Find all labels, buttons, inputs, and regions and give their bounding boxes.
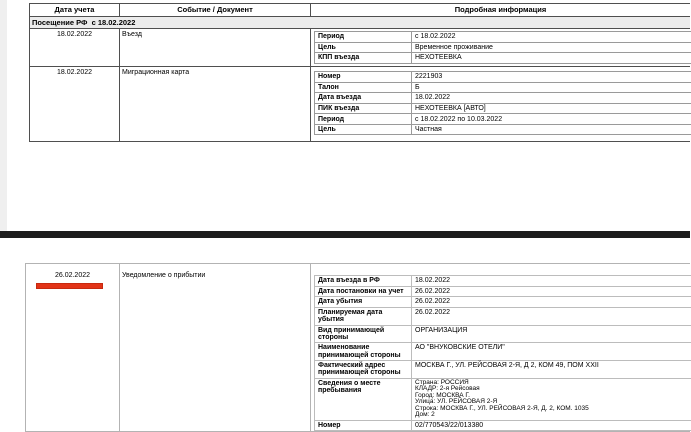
detail-value-line: Б <box>415 83 420 91</box>
detail-row <box>315 103 691 114</box>
detail-value <box>412 42 691 53</box>
record-event: Миграционная карта <box>120 67 311 142</box>
detail-value-line: Страна: РОССИЯ <box>415 379 469 387</box>
record-date: 18.02.2022 <box>30 29 120 67</box>
detail-label: Вид принимающей стороны <box>315 325 412 343</box>
detail-row <box>315 32 691 43</box>
detail-row <box>315 286 691 297</box>
table-row <box>30 29 691 67</box>
red-highlight-mark <box>36 283 103 289</box>
detail-row <box>315 72 691 83</box>
detail-label: Номер <box>315 420 412 431</box>
detail-value <box>412 420 691 431</box>
detail-value-line: с 18.02.2022 по 10.03.2022 <box>415 115 503 123</box>
details-grid <box>314 71 691 135</box>
detail-value-line: 02/770543/22/013380 <box>415 421 484 429</box>
detail-value-line: Дом: 2 <box>415 411 435 419</box>
visit-group-label: Посещение РФ с 18.02.2022 <box>30 17 691 29</box>
record-date: 26.02.2022 <box>54 272 91 279</box>
detail-label: Цель <box>315 124 412 135</box>
detail-label: ПИК въезда <box>315 103 412 114</box>
detail-value <box>412 276 691 287</box>
detail-value <box>412 72 691 83</box>
detail-value <box>412 124 691 135</box>
column-header-date: Дата учета <box>30 4 120 17</box>
detail-value-line: с 18.02.2022 <box>415 33 456 41</box>
detail-value-line: Временное проживание <box>415 43 493 51</box>
details-grid <box>314 275 691 431</box>
detail-label: Дата въезда в РФ <box>315 276 412 287</box>
record-details-cell <box>311 264 691 432</box>
visit-history-table <box>29 3 690 142</box>
details-grid <box>314 31 691 64</box>
record-event: Въезд <box>120 29 311 67</box>
detail-value <box>412 103 691 114</box>
detail-value-line: 2221903 <box>415 73 443 81</box>
detail-row <box>315 124 691 135</box>
detail-value-line: КЛАДР: 2-я Рейсовая <box>415 385 480 393</box>
detail-label: Цель <box>315 42 412 53</box>
detail-row <box>315 420 691 431</box>
detail-value-line: 18.02.2022 <box>415 94 451 102</box>
record-date-cell <box>26 264 120 432</box>
detail-value-line: ОРГАНИЗАЦИЯ <box>415 326 468 334</box>
record-details-cell <box>311 67 691 142</box>
page-separator-bar <box>0 231 690 238</box>
detail-label: Дата въезда <box>315 93 412 104</box>
detail-value-line: Строка: МОСКВА Г., УЛ. РЕЙСОВАЯ 2-Я, Д. 2, КОМ. 1035 <box>415 404 589 412</box>
detail-label: Номер <box>315 72 412 83</box>
visit-group-row <box>30 17 691 29</box>
detail-row <box>315 361 691 379</box>
detail-value-line: 18.02.2022 <box>415 277 451 285</box>
detail-value <box>412 325 691 343</box>
detail-value <box>412 53 691 64</box>
table-header-row <box>30 4 691 17</box>
detail-row <box>315 114 691 125</box>
record-details-cell <box>311 29 691 67</box>
page-edge-strip <box>0 0 7 231</box>
detail-row <box>315 276 691 287</box>
detail-value-line: 26.02.2022 <box>415 287 451 295</box>
detail-row <box>315 307 691 325</box>
detail-label: Талон <box>315 82 412 93</box>
column-header-event: Событие / Документ <box>120 4 311 17</box>
detail-row <box>315 82 691 93</box>
table-row <box>30 67 691 142</box>
detail-value-line: 26.02.2022 <box>415 298 451 306</box>
detail-value <box>412 114 691 125</box>
detail-label: Период <box>315 32 412 43</box>
detail-value-line: НЕХОТЕЕВКА [АВТО] <box>415 104 486 112</box>
record-date: 18.02.2022 <box>30 67 120 142</box>
detail-value-line: АО "ВНУКОВСКИЕ ОТЕЛИ" <box>415 344 505 352</box>
detail-label: КПП въезда <box>315 53 412 64</box>
detail-value <box>412 93 691 104</box>
column-header-details: Подробная информация <box>311 4 691 17</box>
record-event: Уведомление о прибытии <box>120 264 311 432</box>
detail-value-line: Улица: УЛ. РЕЙСОВАЯ 2-Я <box>415 398 498 406</box>
detail-value <box>412 361 691 379</box>
table-row <box>26 264 691 432</box>
detail-value-line: Город: МОСКВА Г. <box>415 391 470 399</box>
detail-label: Фактический адрес принимающей стороны <box>315 361 412 379</box>
detail-row <box>315 53 691 64</box>
detail-row <box>315 378 691 420</box>
detail-label: Дата постановки на учет <box>315 286 412 297</box>
detail-row <box>315 93 691 104</box>
detail-value-line: НЕХОТЕЕВКА <box>415 54 462 62</box>
detail-row <box>315 297 691 308</box>
detail-label: Планируемая дата убытия <box>315 307 412 325</box>
detail-value <box>412 297 691 308</box>
detail-value <box>412 378 691 420</box>
detail-row <box>315 325 691 343</box>
detail-value-line: Частная <box>415 126 442 134</box>
detail-label: Дата убытия <box>315 297 412 308</box>
detail-value <box>412 343 691 361</box>
detail-label: Наименование принимающей стороны <box>315 343 412 361</box>
detail-label: Период <box>315 114 412 125</box>
detail-value <box>412 82 691 93</box>
detail-value <box>412 307 691 325</box>
detail-label: Сведения о месте пребывания <box>315 378 412 420</box>
detail-row <box>315 42 691 53</box>
detail-value <box>412 32 691 43</box>
detail-value <box>412 286 691 297</box>
detail-row <box>315 343 691 361</box>
detail-value-line: 26.02.2022 <box>415 308 451 316</box>
detail-value-line: МОСКВА Г., УЛ. РЕЙСОВАЯ 2-Я, Д 2, КОМ 49, ПОМ XXII <box>415 362 599 370</box>
arrival-notification-table <box>25 263 690 432</box>
